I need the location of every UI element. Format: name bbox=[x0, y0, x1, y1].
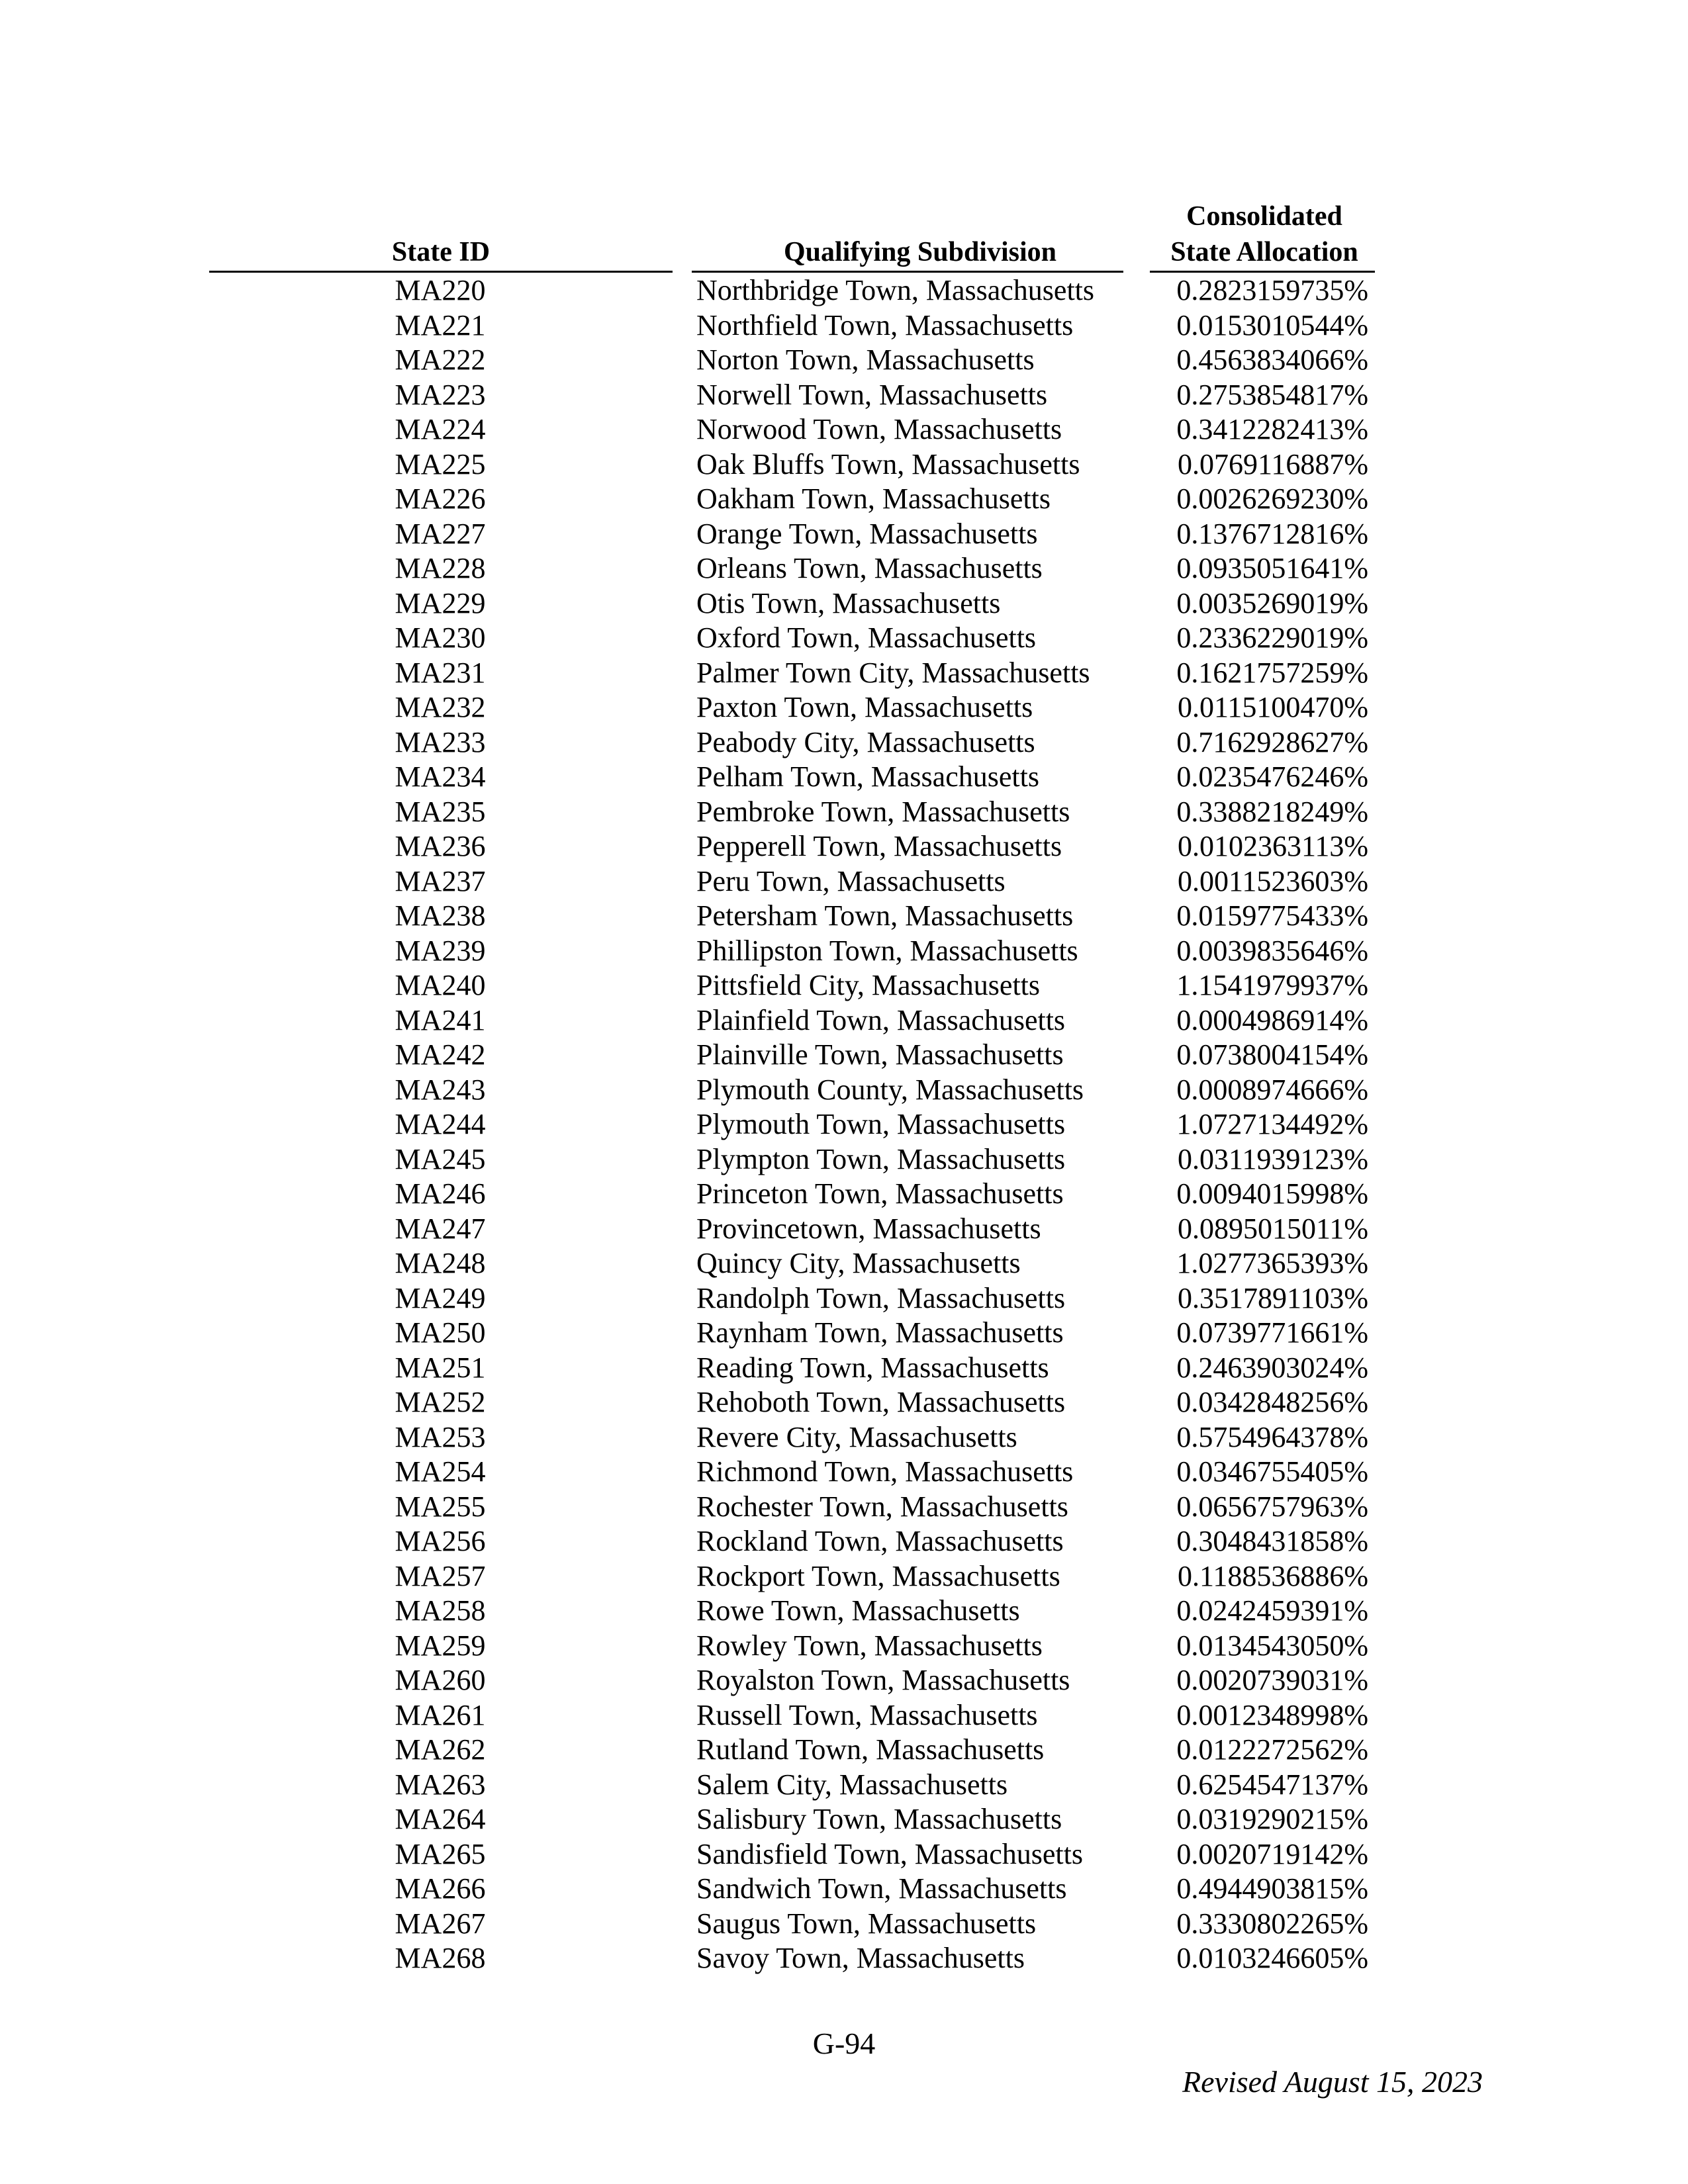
table-row bbox=[0, 1003, 1688, 1038]
state-id-cell: MA229 bbox=[395, 586, 486, 619]
allocation-cell: 0.0026269230% bbox=[1176, 482, 1368, 515]
allocation-cell: 0.0134543050% bbox=[1176, 1629, 1368, 1662]
table-row bbox=[0, 482, 1688, 517]
state-id-cell: MA246 bbox=[395, 1177, 486, 1210]
table-row bbox=[0, 1594, 1688, 1629]
table-row bbox=[0, 1698, 1688, 1733]
revised-date: Revised August 15, 2023 bbox=[1182, 2065, 1483, 2099]
subdivision-cell: Pembroke Town, Massachusetts bbox=[696, 795, 1070, 828]
state-id-cell: MA267 bbox=[395, 1907, 486, 1940]
table-row bbox=[0, 1907, 1688, 1942]
subdivision-cell: Norwell Town, Massachusetts bbox=[696, 378, 1048, 411]
allocation-cell: 0.1621757259% bbox=[1176, 656, 1368, 689]
table-row bbox=[0, 1872, 1688, 1907]
subdivision-cell: Russell Town, Massachusetts bbox=[696, 1698, 1038, 1731]
state-id-cell: MA262 bbox=[395, 1733, 486, 1766]
state-id-cell: MA265 bbox=[395, 1837, 486, 1870]
table-row bbox=[0, 725, 1688, 760]
table-row bbox=[0, 412, 1688, 447]
subdivision-cell: Rowley Town, Massachusetts bbox=[696, 1629, 1043, 1662]
allocation-cell: 0.3048431858% bbox=[1176, 1525, 1368, 1557]
allocation-cell: 0.2753854817% bbox=[1176, 378, 1368, 411]
allocation-cell: 0.0235476246% bbox=[1176, 760, 1368, 793]
subdivision-cell: Sandisfield Town, Massachusetts bbox=[696, 1837, 1083, 1870]
header-allocation-line2: State Allocation bbox=[1170, 237, 1358, 267]
subdivision-cell: Quincy City, Massachusetts bbox=[696, 1247, 1021, 1279]
table-row bbox=[0, 968, 1688, 1003]
subdivision-cell: Salem City, Massachusetts bbox=[696, 1768, 1008, 1801]
table-row bbox=[0, 829, 1688, 864]
state-id-cell: MA245 bbox=[395, 1142, 486, 1175]
allocation-cell: 0.0242459391% bbox=[1176, 1594, 1368, 1627]
state-id-cell: MA266 bbox=[395, 1872, 486, 1905]
table-row bbox=[0, 1316, 1688, 1351]
subdivision-cell: Provincetown, Massachusetts bbox=[696, 1212, 1041, 1245]
subdivision-cell: Phillipston Town, Massachusetts bbox=[696, 934, 1078, 967]
subdivision-cell: Oakham Town, Massachusetts bbox=[696, 482, 1051, 515]
allocation-cell: 0.0738004154% bbox=[1176, 1038, 1368, 1071]
allocation-cell: 0.6254547137% bbox=[1176, 1768, 1368, 1801]
table-row bbox=[0, 1663, 1688, 1698]
state-id-cell: MA231 bbox=[395, 656, 486, 689]
subdivision-cell: Orange Town, Massachusetts bbox=[696, 517, 1038, 550]
subdivision-cell: Sandwich Town, Massachusetts bbox=[696, 1872, 1067, 1905]
subdivision-cell: Reading Town, Massachusetts bbox=[696, 1351, 1049, 1384]
subdivision-cell: Plainville Town, Massachusetts bbox=[696, 1038, 1064, 1071]
allocation-cell: 0.0656757963% bbox=[1176, 1490, 1368, 1523]
table-row bbox=[0, 343, 1688, 378]
table-row bbox=[0, 795, 1688, 830]
subdivision-cell: Otis Town, Massachusetts bbox=[696, 586, 1001, 619]
allocation-cell: 0.0102363113% bbox=[1177, 830, 1368, 862]
state-id-cell: MA237 bbox=[395, 864, 486, 897]
state-id-cell: MA236 bbox=[395, 830, 486, 862]
allocation-cell: 0.3412282413% bbox=[1176, 413, 1368, 445]
allocation-cell: 0.4563834066% bbox=[1176, 343, 1368, 376]
table-row bbox=[0, 273, 1688, 308]
state-id-cell: MA230 bbox=[395, 621, 486, 654]
table-row bbox=[0, 447, 1688, 482]
subdivision-cell: Oak Bluffs Town, Massachusetts bbox=[696, 447, 1080, 480]
table-row bbox=[0, 760, 1688, 795]
table-row bbox=[0, 1941, 1688, 1976]
state-id-cell: MA252 bbox=[395, 1386, 486, 1418]
table-row bbox=[0, 1246, 1688, 1281]
header-rule-state-id bbox=[209, 271, 673, 273]
allocation-cell: 0.0122272562% bbox=[1176, 1733, 1368, 1766]
state-id-cell: MA253 bbox=[395, 1420, 486, 1453]
allocation-cell: 0.0103246605% bbox=[1176, 1942, 1368, 1974]
allocation-cell: 0.0008974666% bbox=[1176, 1073, 1368, 1106]
subdivision-cell: Petersham Town, Massachusetts bbox=[696, 899, 1074, 932]
state-id-cell: MA233 bbox=[395, 725, 486, 758]
table-row bbox=[0, 586, 1688, 621]
state-id-cell: MA264 bbox=[395, 1803, 486, 1835]
allocation-cell: 1.0727134492% bbox=[1176, 1108, 1368, 1140]
subdivision-cell: Norton Town, Massachusetts bbox=[696, 343, 1035, 376]
allocation-cell: 0.0011523603% bbox=[1177, 864, 1368, 897]
subdivision-cell: Raynham Town, Massachusetts bbox=[696, 1316, 1064, 1349]
subdivision-cell: Revere City, Massachusetts bbox=[696, 1420, 1017, 1453]
state-id-cell: MA248 bbox=[395, 1247, 486, 1279]
subdivision-cell: Pelham Town, Massachusetts bbox=[696, 760, 1039, 793]
allocation-cell: 0.0039835646% bbox=[1176, 934, 1368, 967]
state-id-cell: MA249 bbox=[395, 1281, 486, 1314]
table-row bbox=[0, 1420, 1688, 1455]
subdivision-cell: Rockport Town, Massachusetts bbox=[696, 1559, 1060, 1592]
table-row bbox=[0, 1768, 1688, 1803]
state-id-cell: MA222 bbox=[395, 343, 486, 376]
subdivision-cell: Royalston Town, Massachusetts bbox=[696, 1664, 1070, 1696]
state-id-cell: MA226 bbox=[395, 482, 486, 515]
state-id-cell: MA243 bbox=[395, 1073, 486, 1106]
allocation-cell: 0.7162928627% bbox=[1176, 725, 1368, 758]
state-id-cell: MA241 bbox=[395, 1003, 486, 1036]
allocation-cell: 0.1188536886% bbox=[1177, 1559, 1368, 1592]
state-id-cell: MA228 bbox=[395, 552, 486, 584]
state-id-cell: MA244 bbox=[395, 1108, 486, 1140]
header-rule-allocation bbox=[1150, 271, 1375, 273]
state-id-cell: MA234 bbox=[395, 760, 486, 793]
allocation-cell: 0.0935051641% bbox=[1176, 552, 1368, 584]
subdivision-cell: Rockland Town, Massachusetts bbox=[696, 1525, 1064, 1557]
allocation-cell: 0.5754964378% bbox=[1176, 1420, 1368, 1453]
subdivision-cell: Plymouth Town, Massachusetts bbox=[696, 1108, 1066, 1140]
allocation-cell: 0.0012348998% bbox=[1176, 1698, 1368, 1731]
subdivision-cell: Northfield Town, Massachusetts bbox=[696, 308, 1074, 341]
subdivision-cell: Peabody City, Massachusetts bbox=[696, 725, 1035, 758]
subdivision-cell: Palmer Town City, Massachusetts bbox=[696, 656, 1090, 689]
allocation-cell: 0.0769116887% bbox=[1177, 447, 1368, 480]
allocation-table-body bbox=[0, 273, 1688, 1976]
allocation-cell: 0.0311939123% bbox=[1177, 1142, 1368, 1175]
table-row bbox=[0, 1142, 1688, 1177]
allocation-cell: 1.1541979937% bbox=[1176, 969, 1368, 1001]
header-consolidated-state-allocation bbox=[1152, 199, 1377, 270]
allocation-cell: 0.3517891103% bbox=[1177, 1281, 1368, 1314]
header-qualifying-subdivision: Qualifying Subdivision bbox=[783, 237, 1057, 267]
table-row bbox=[0, 308, 1688, 343]
state-id-cell: MA221 bbox=[395, 308, 486, 341]
allocation-cell: 0.0094015998% bbox=[1176, 1177, 1368, 1210]
allocation-cell: 1.0277365393% bbox=[1176, 1247, 1368, 1279]
allocation-cell: 0.3330802265% bbox=[1176, 1907, 1368, 1940]
table-row bbox=[0, 1629, 1688, 1664]
subdivision-cell: Norwood Town, Massachusetts bbox=[696, 413, 1062, 445]
allocation-cell: 0.2336229019% bbox=[1176, 621, 1368, 654]
state-id-cell: MA232 bbox=[395, 691, 486, 723]
subdivision-cell: Savoy Town, Massachusetts bbox=[696, 1942, 1025, 1974]
subdivision-cell: Princeton Town, Massachusetts bbox=[696, 1177, 1064, 1210]
allocation-cell: 0.0004986914% bbox=[1176, 1003, 1368, 1036]
allocation-cell: 0.0342848256% bbox=[1176, 1386, 1368, 1418]
table-row bbox=[0, 1559, 1688, 1594]
state-id-cell: MA242 bbox=[395, 1038, 486, 1071]
subdivision-cell: Rochester Town, Massachusetts bbox=[696, 1490, 1068, 1523]
subdivision-cell: Northbridge Town, Massachusetts bbox=[696, 274, 1095, 306]
state-id-cell: MA259 bbox=[395, 1629, 486, 1662]
subdivision-cell: Rehoboth Town, Massachusetts bbox=[696, 1386, 1066, 1418]
table-row bbox=[0, 1281, 1688, 1316]
state-id-cell: MA239 bbox=[395, 934, 486, 967]
allocation-cell: 0.1376712816% bbox=[1176, 517, 1368, 550]
allocation-cell: 0.0035269019% bbox=[1176, 586, 1368, 619]
allocation-cell: 0.0020719142% bbox=[1176, 1837, 1368, 1870]
subdivision-cell: Paxton Town, Massachusetts bbox=[696, 691, 1033, 723]
state-id-cell: MA250 bbox=[395, 1316, 486, 1349]
state-id-cell: MA223 bbox=[395, 378, 486, 411]
state-id-cell: MA257 bbox=[395, 1559, 486, 1592]
subdivision-cell: Oxford Town, Massachusetts bbox=[696, 621, 1037, 654]
allocation-cell: 0.0159775433% bbox=[1176, 899, 1368, 932]
state-id-cell: MA224 bbox=[395, 413, 486, 445]
table-row bbox=[0, 656, 1688, 691]
table-row bbox=[0, 1455, 1688, 1490]
allocation-cell: 0.0895015011% bbox=[1177, 1212, 1368, 1245]
state-id-cell: MA251 bbox=[395, 1351, 486, 1384]
table-row bbox=[0, 690, 1688, 725]
state-id-cell: MA261 bbox=[395, 1698, 486, 1731]
table-row bbox=[0, 1524, 1688, 1559]
table-row bbox=[0, 934, 1688, 969]
table-row bbox=[0, 1038, 1688, 1073]
allocation-cell: 0.0115100470% bbox=[1177, 691, 1368, 723]
subdivision-cell: Rutland Town, Massachusetts bbox=[696, 1733, 1045, 1766]
state-id-cell: MA220 bbox=[395, 274, 486, 306]
table-row bbox=[0, 1490, 1688, 1525]
table-row bbox=[0, 1073, 1688, 1108]
allocation-cell: 0.2823159735% bbox=[1176, 274, 1368, 306]
table-row bbox=[0, 1107, 1688, 1142]
subdivision-cell: Plymouth County, Massachusetts bbox=[696, 1073, 1084, 1106]
table-row bbox=[0, 378, 1688, 413]
state-id-cell: MA268 bbox=[395, 1942, 486, 1974]
state-id-cell: MA256 bbox=[395, 1525, 486, 1557]
state-id-cell: MA235 bbox=[395, 795, 486, 828]
subdivision-cell: Pittsfield City, Massachusetts bbox=[696, 969, 1041, 1001]
allocation-cell: 0.2463903024% bbox=[1176, 1351, 1368, 1384]
allocation-cell: 0.0346755405% bbox=[1176, 1455, 1368, 1488]
subdivision-cell: Salisbury Town, Massachusetts bbox=[696, 1803, 1062, 1835]
header-allocation-line1: Consolidated bbox=[1186, 201, 1342, 232]
page-number: G-94 bbox=[812, 2026, 876, 2060]
subdivision-cell: Pepperell Town, Massachusetts bbox=[696, 830, 1062, 862]
allocation-cell: 0.3388218249% bbox=[1176, 795, 1368, 828]
subdivision-cell: Plympton Town, Massachusetts bbox=[696, 1142, 1066, 1175]
state-id-cell: MA258 bbox=[395, 1594, 486, 1627]
header-state-id: State ID bbox=[391, 237, 491, 267]
state-id-cell: MA263 bbox=[395, 1768, 486, 1801]
table-row bbox=[0, 864, 1688, 899]
allocation-cell: 0.0319290215% bbox=[1176, 1803, 1368, 1835]
subdivision-cell: Orleans Town, Massachusetts bbox=[696, 552, 1043, 584]
table-row bbox=[0, 899, 1688, 934]
state-id-cell: MA227 bbox=[395, 517, 486, 550]
table-row bbox=[0, 517, 1688, 552]
state-id-cell: MA238 bbox=[395, 899, 486, 932]
state-id-cell: MA254 bbox=[395, 1455, 486, 1488]
allocation-cell: 0.0020739031% bbox=[1176, 1664, 1368, 1696]
state-id-cell: MA247 bbox=[395, 1212, 486, 1245]
state-id-cell: MA240 bbox=[395, 969, 486, 1001]
state-id-cell: MA255 bbox=[395, 1490, 486, 1523]
subdivision-cell: Rowe Town, Massachusetts bbox=[696, 1594, 1020, 1627]
subdivision-cell: Randolph Town, Massachusetts bbox=[696, 1281, 1066, 1314]
subdivision-cell: Peru Town, Massachusetts bbox=[696, 864, 1006, 897]
state-id-cell: MA225 bbox=[395, 447, 486, 480]
subdivision-cell: Richmond Town, Massachusetts bbox=[696, 1455, 1074, 1488]
table-row bbox=[0, 551, 1688, 586]
allocation-cell: 0.4944903815% bbox=[1176, 1872, 1368, 1905]
table-row bbox=[0, 1802, 1688, 1837]
table-row bbox=[0, 1385, 1688, 1420]
table-row bbox=[0, 1837, 1688, 1872]
subdivision-cell: Saugus Town, Massachusetts bbox=[696, 1907, 1037, 1940]
table-row bbox=[0, 1212, 1688, 1247]
table-row bbox=[0, 1733, 1688, 1768]
state-id-cell: MA260 bbox=[395, 1664, 486, 1696]
table-row bbox=[0, 621, 1688, 656]
header-rule-subdivision bbox=[692, 271, 1123, 273]
allocation-cell: 0.0153010544% bbox=[1176, 308, 1368, 341]
table-row bbox=[0, 1351, 1688, 1386]
subdivision-cell: Plainfield Town, Massachusetts bbox=[696, 1003, 1066, 1036]
table-row bbox=[0, 1177, 1688, 1212]
allocation-cell: 0.0739771661% bbox=[1176, 1316, 1368, 1349]
